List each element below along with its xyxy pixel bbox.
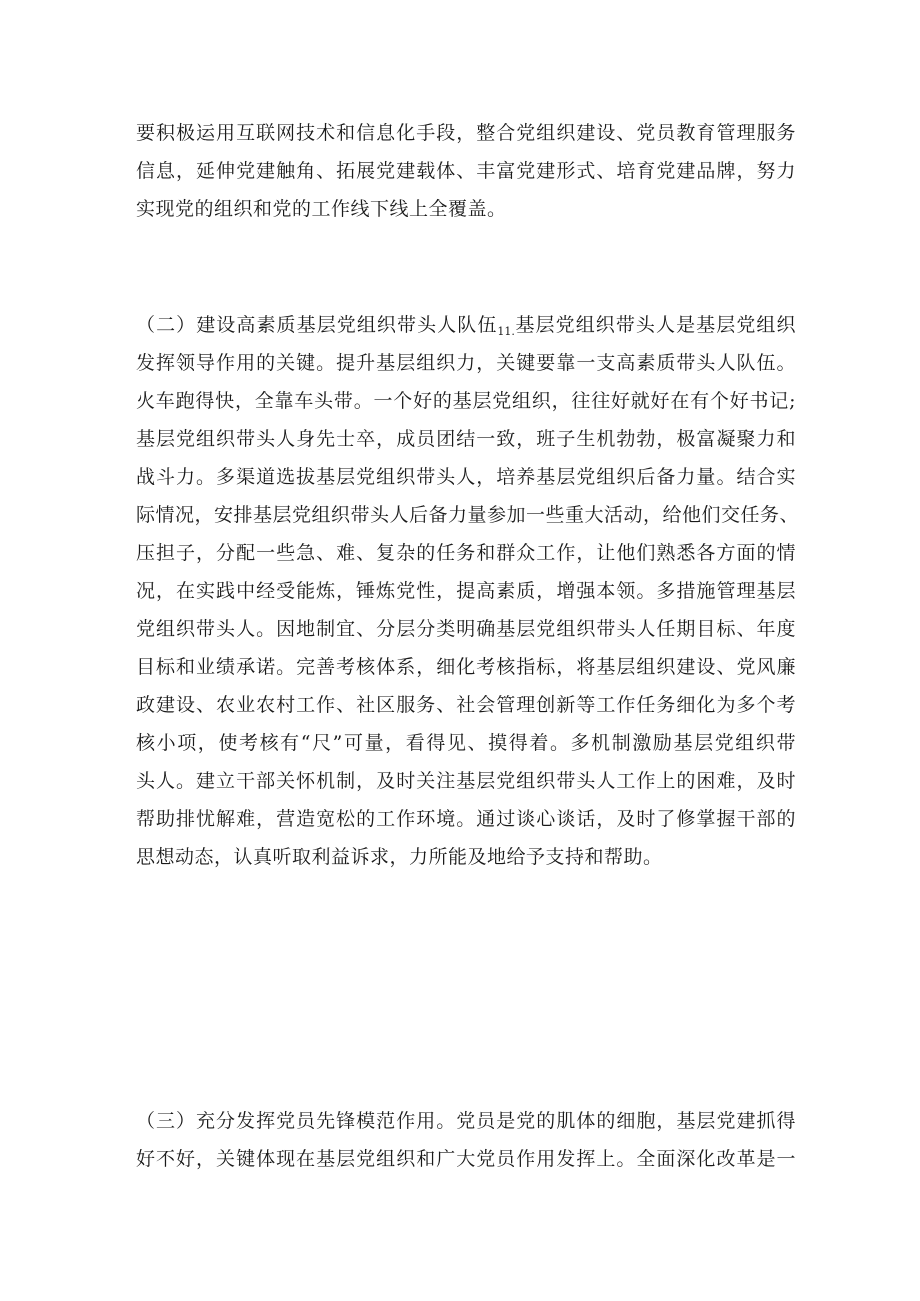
section-heading: （二）建设高素质基层党组织带头人队伍 <box>136 314 498 336</box>
text-line: 要积极运用互联网技术和信息化手段，整合党组织建设、党员教育管理服务 <box>136 122 796 144</box>
text-line: 际情况，安排基层党组织带头人后备力量参加一些重大活动，给他们交任务、 <box>136 504 800 526</box>
text-line: 况，在实践中经受能炼，锤炼党性，提高素质，增强本领。多措施管理基层 <box>136 580 796 602</box>
footnote-marker: 11. <box>497 325 515 338</box>
text-line: 战斗力。多渠道选拔基层党组织带头人，培养基层党组织后备力量。结合实 <box>136 466 796 488</box>
text-line: 发挥领导作用的关键。提升基层组织力，关键要靠一支高素质带头人队伍。 <box>136 352 796 374</box>
text-line: 头人。建立干部关怀机制，及时关注基层党组织带头人工作上的困难，及时 <box>136 770 796 792</box>
section-heading-line <box>136 306 796 344</box>
text-line: 政建设、农业农村工作、社区服务、社会管理创新等工作任务细化为多个考 <box>136 694 796 716</box>
text-line: （三）充分发挥党员先锋模范作用。党员是党的肌体的细胞，基层党建抓得 <box>136 1110 796 1132</box>
text-line: 核小项，使考核有“尺”可量，看得见、摸得着。多机制激励基层党组织带 <box>136 732 796 754</box>
text-line: 火车跑得快，全靠车头带。一个好的基层党组织，往往好就好在有个好书记; <box>136 390 796 412</box>
section-lead-text: 基层党组织带头人是基层党组织 <box>514 314 796 336</box>
text-line: 好不好，关键体现在基层党组织和广大党员作用发挥上。全面深化改革是一 <box>136 1148 796 1170</box>
paragraph-intro <box>136 114 796 228</box>
text-line: 思想动态，认真听取利益诉求，力所能及地给予支持和帮助。 <box>136 846 663 868</box>
paragraph-section-3 <box>136 1102 796 1178</box>
text-line: 党组织带头人。因地制宜、分层分类明确基层党组织带头人任期目标、年度 <box>136 618 796 640</box>
text-line: 基层党组织带头人身先士卒，成员团结一致，班子生机勃勃，极富凝聚力和 <box>136 428 796 450</box>
paragraph-section-2 <box>136 306 800 876</box>
text-line: 压担子，分配一些急、难、复杂的任务和群众工作，让他们熟悉各方面的情 <box>136 542 796 564</box>
text-line: 实现党的组织和党的工作线下线上全覆盖。 <box>136 198 507 220</box>
text-line: 目标和业绩承诺。完善考核体系，细化考核指标，将基层组织建设、党风廉 <box>136 656 796 678</box>
text-line: 帮助排忧解难，营造宽松的工作环境。通过谈心谈话，及时了修掌握干部的 <box>136 808 796 830</box>
text-line: 信息，延伸党建触角、拓展党建载体、丰富党建形式、培育党建品牌，努力 <box>136 160 796 182</box>
